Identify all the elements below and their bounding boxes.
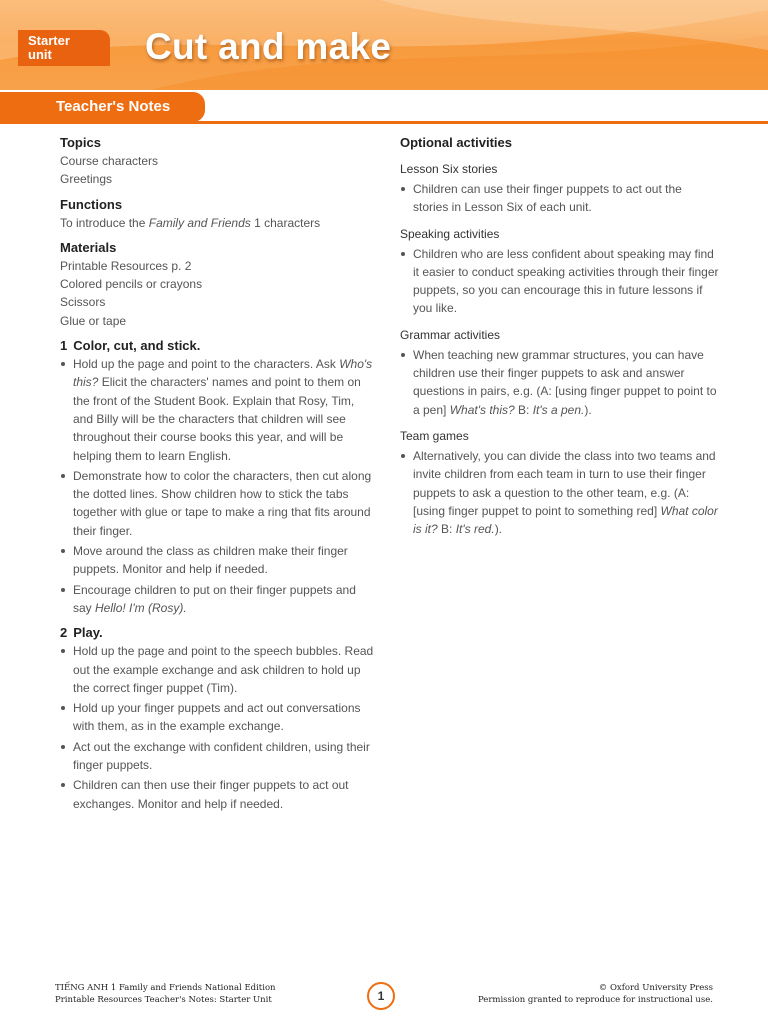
list-item-text: Encourage children to put on their finger puppets and say: [73, 582, 356, 615]
list-item: Demonstrate how to color the characters, then cut along the dotted lines. Show children how to stick the tabs together with glue or tape to make a ring that fits around their finger.: [60, 467, 376, 540]
list-item-text: B:: [514, 402, 533, 417]
section-2-number: 2: [60, 625, 68, 641]
grammar-list: [400, 346, 720, 419]
section-1-heading: [60, 337, 376, 355]
list-item: Children who are less confident about speaking may find it easier to conduct speaking activities through their finger puppets, so you can encourage this in future lessons if you like.: [400, 245, 720, 318]
section-1: [60, 337, 376, 617]
list-item-italic: Hello! I'm (Rosy).: [95, 600, 187, 615]
unit-tab: [18, 30, 110, 66]
list-item-text: When teaching new grammar structures, you can have children use their finger puppets to ask and answer questions in pairs, e.g. (A: [using finger puppet to point to a pen]: [413, 347, 717, 417]
material-item: Scissors: [60, 295, 106, 310]
material-item: Printable Resources p. 2: [60, 258, 192, 273]
list-item-text: B:: [437, 522, 456, 537]
footer-permission: Permission granted to reproduce for instructional use.: [477, 995, 713, 1005]
grammar-heading: Grammar activities: [400, 327, 501, 342]
list-item: Hold up the page and point to the speech bubbles. Read out the example exchange and ask children to hold up the correct finger puppet (Tim).: [60, 642, 376, 697]
list-item: [60, 581, 376, 618]
unit-tab-line1: Starter: [28, 33, 70, 48]
functions-text-italic: Family and Friends: [148, 215, 251, 230]
team-games-list: [400, 447, 720, 538]
list-item: Children can use their finger puppets to act out the stories in Lesson Six of each unit.: [400, 180, 720, 217]
topic-item: Course characters: [60, 154, 159, 168]
unit-tab-line2: unit: [28, 47, 52, 62]
footer-resource-title: Printable Resources Teacher's Notes: Starter Unit: [55, 995, 272, 1005]
section-2-title: Play.: [73, 625, 103, 641]
section-2-list: [60, 642, 376, 813]
list-item: [400, 346, 720, 419]
footer-copyright: © Oxford University Press: [598, 983, 713, 993]
list-item-text: Elicit the characters' names and point to them on the front of the Student Book. Explain that Rosy, Tim, and Billy will be the characters that children will see throughout their course books this year, and will be helping them to learn English.: [73, 375, 361, 463]
section-1-number: 1: [60, 338, 68, 354]
footer-right: [478, 982, 713, 1006]
section-1-title: Color, cut, and stick.: [73, 338, 201, 354]
list-item-italic: Who's this?: [73, 357, 373, 390]
lesson-six-list: [400, 180, 720, 217]
page-title: Cut and make: [145, 26, 392, 67]
footer-book-title: TIẾNG ANH 1 Family and Friends National Edition: [55, 983, 276, 993]
topic-item: Greetings: [60, 172, 113, 187]
list-item-italic: What's this?: [449, 402, 515, 417]
section-2-heading: [60, 624, 376, 642]
lesson-six-heading: Lesson Six stories: [400, 162, 498, 176]
functions-text-a: To introduce the: [60, 215, 149, 230]
functions-text-b: 1 characters: [250, 215, 321, 230]
list-item-text: Hold up the page and point to the characters. Ask: [73, 357, 340, 372]
header-banner: [0, 0, 768, 90]
functions-block: [60, 196, 376, 232]
list-item-text: ).: [494, 522, 503, 537]
topics-block: [60, 134, 376, 189]
teachers-notes-label: Teacher's Notes: [0, 92, 205, 122]
material-item: Glue or tape: [60, 313, 127, 328]
list-item: Move around the class as children make their finger puppets. Monitor and help if needed.: [60, 542, 376, 579]
page-number: 1: [367, 982, 395, 1010]
list-item-text: Alternatively, you can divide the class into two teams and invite children from each team in turn to use their finger puppets to ask a question to the other team, e.g. (A: [using finger puppet to point to something red]: [413, 448, 716, 518]
list-item: Act out the exchange with confident children, using their finger puppets.: [60, 738, 376, 775]
right-column: [400, 134, 720, 540]
list-item: Hold up your finger puppets and act out conversations with them, as in the example exchange.: [60, 699, 376, 736]
speaking-list: [400, 245, 720, 318]
optional-activities-heading: Optional activities: [400, 135, 512, 150]
speaking-heading: Speaking activities: [400, 226, 500, 241]
list-item-italic: It's a pen.: [532, 402, 585, 417]
list-item: Children can then use their finger puppets to act out exchanges. Monitor and help if needed.: [60, 776, 376, 813]
functions-text: [60, 214, 376, 232]
topics-heading: Topics: [60, 135, 101, 150]
materials-heading: Materials: [60, 239, 117, 255]
list-item-italic: What color is it?: [413, 503, 718, 537]
left-column: [60, 134, 376, 820]
footer-left: [55, 982, 276, 1006]
list-item: [60, 355, 376, 465]
section-divider: [0, 121, 768, 124]
section-2: [60, 624, 376, 813]
list-item-italic: It's red.: [455, 522, 495, 537]
section-1-list: [60, 355, 376, 617]
functions-heading: Functions: [60, 196, 123, 212]
list-item: [400, 447, 720, 538]
team-games-heading: Team games: [400, 428, 469, 443]
materials-block: [60, 239, 376, 330]
list-item-text: ).: [584, 402, 592, 417]
material-item: Colored pencils or crayons: [60, 277, 203, 292]
